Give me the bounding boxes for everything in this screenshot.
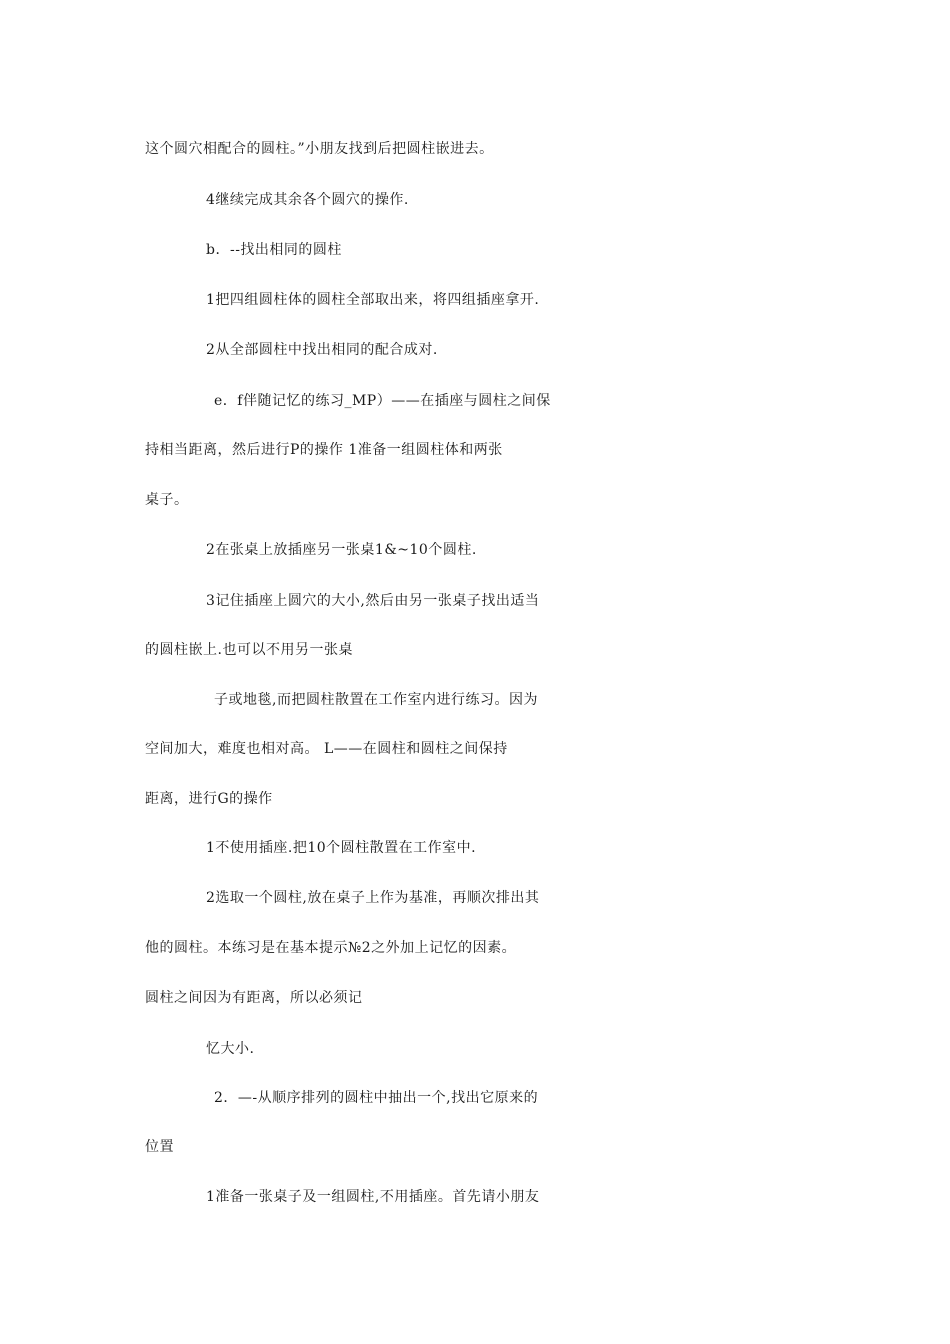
- text-line: 他的圆柱。本练习是在基本提示№2之外加上记忆的因素。: [145, 940, 517, 956]
- text-line: 4继续完成其余各个圆穴的操作.: [206, 192, 409, 208]
- text-line: 2在张桌上放插座另一张桌1&~10个圆柱.: [206, 542, 477, 558]
- text-line: 距离，进行G的操作: [145, 791, 273, 807]
- text-line: 持相当距离，然后进行P的操作 1准备一组圆柱体和两张: [145, 442, 503, 458]
- text-line: 位置: [145, 1139, 174, 1155]
- text-line: 1准备一张桌子及一组圆柱,不用插座。首先请小朋友: [206, 1189, 540, 1205]
- text-line: 圆柱之间因为有距离，所以必须记: [145, 990, 363, 1006]
- text-line: 2．—-从顺序排列的圆柱中抽出一个,找出它原来的: [214, 1090, 539, 1106]
- text-line: 1不使用插座.把10个圆柱散置在工作室中.: [206, 840, 477, 856]
- text-line: 这个圆穴相配合的圆柱。”小朋友找到后把圆柱嵌进去。: [145, 141, 494, 157]
- text-line: 1把四组圆柱体的圆柱全部取出来，将四组插座拿开.: [206, 292, 540, 308]
- text-line: 2选取一个圆柱,放在桌子上作为基准，再顺次排出其: [206, 890, 540, 906]
- text-line: 忆大小.: [206, 1041, 255, 1057]
- text-line: e．f伴随记忆的练习_MP）——在插座与圆柱之间保: [214, 393, 551, 409]
- text-line: 子或地毯,而把圆柱散置在工作室内进行练习。因为: [214, 692, 538, 708]
- text-line: 3记住插座上圆穴的大小,然后由另一张桌子找出适当: [206, 593, 540, 609]
- text-line: 2从全部圆柱中找出相同的配合成对.: [206, 342, 438, 358]
- text-line: 桌子。: [145, 492, 189, 508]
- text-line: b．--找出相同的圆柱: [206, 242, 342, 258]
- text-line: 的圆柱嵌上.也可以不用另一张桌: [145, 642, 353, 658]
- text-line: 空间加大，难度也相对高。 L——在圆柱和圆柱之间保持: [145, 741, 508, 757]
